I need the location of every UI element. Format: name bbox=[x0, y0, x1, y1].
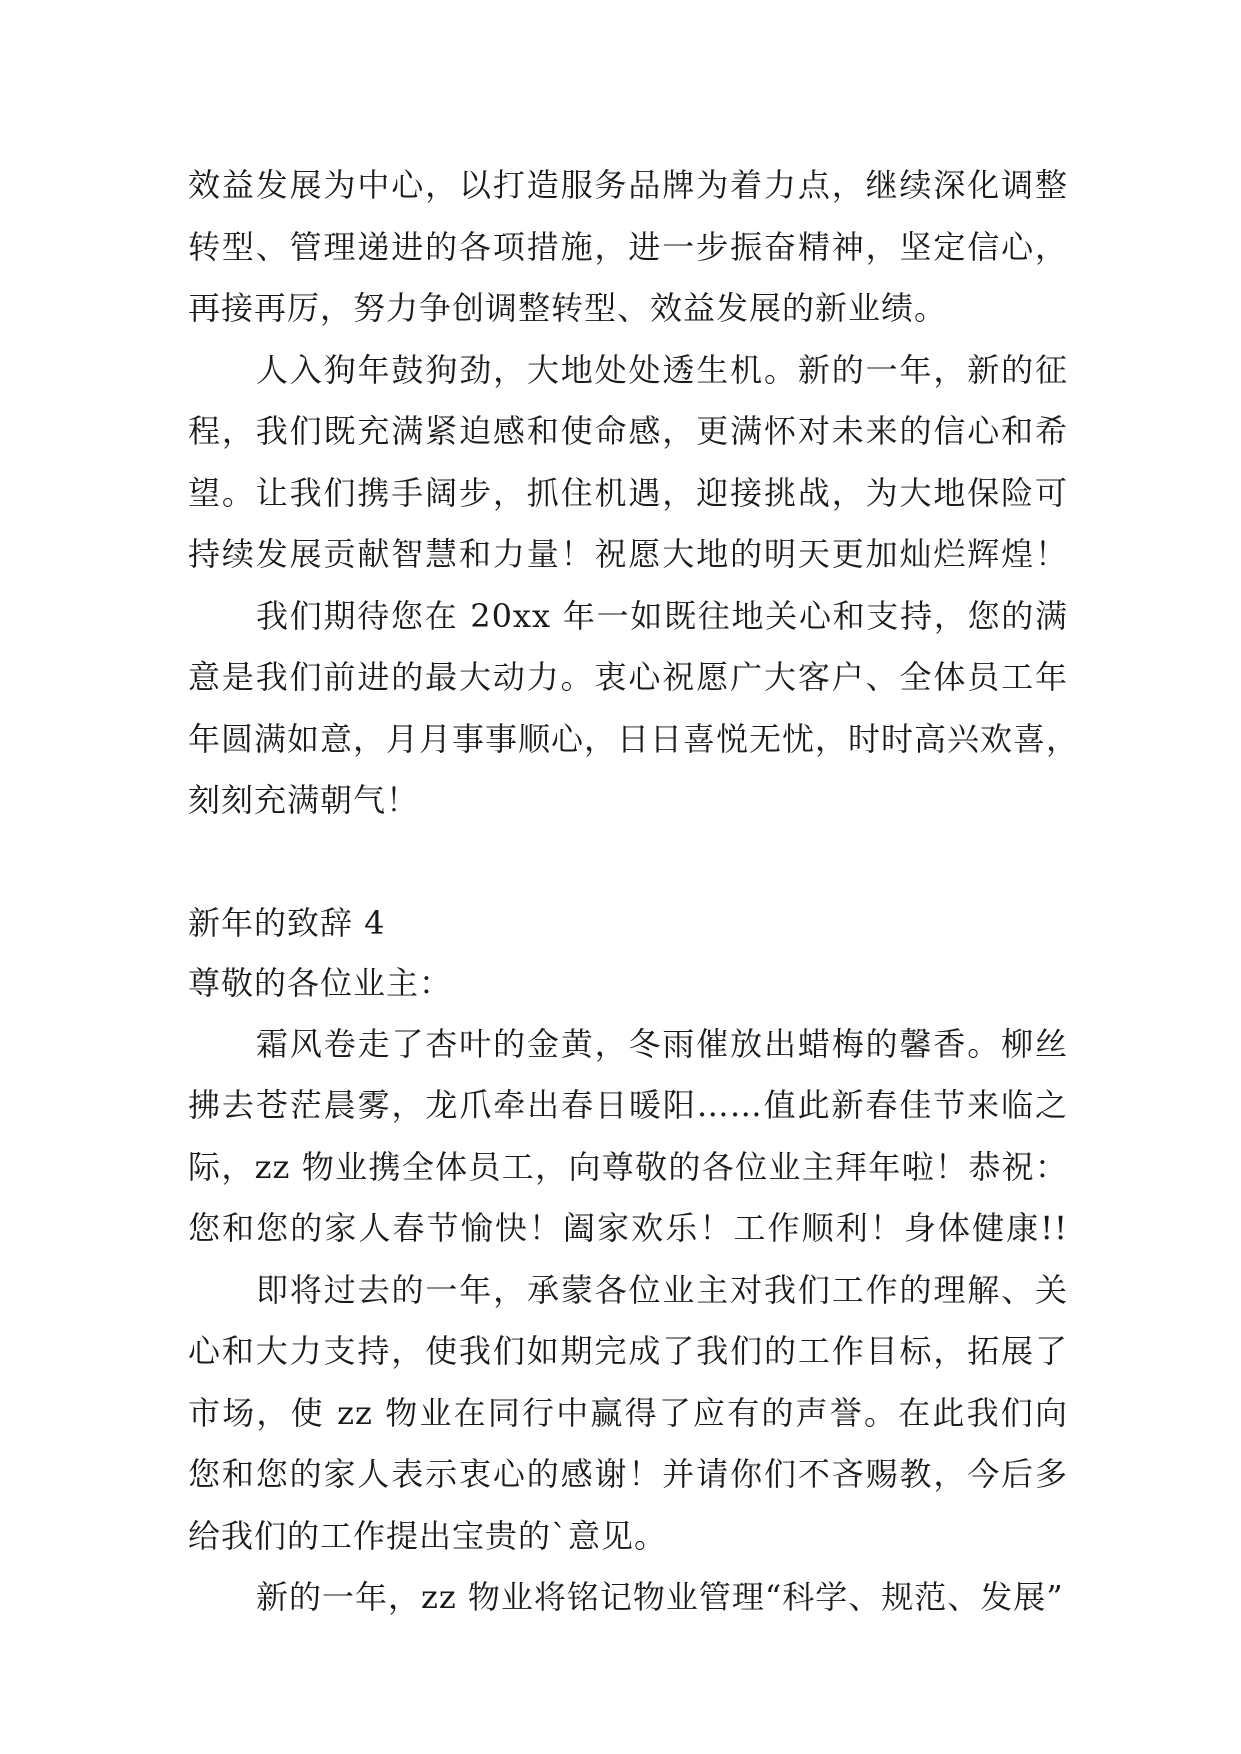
text-line: 持续发展贡献智慧和力量！祝愿大地的明天更加灿烂辉煌！ bbox=[188, 535, 1068, 573]
paragraph-new-year-wishes bbox=[188, 340, 1068, 586]
text-line: 给我们的工作提出宝贵的`意见。 bbox=[188, 1516, 668, 1555]
text-line: 再接再厉，努力争创调整转型、效益发展的新业绩。 bbox=[188, 289, 948, 327]
text-line: 即将过去的一年，承蒙各位业主对我们工作的理解、关 bbox=[256, 1270, 1068, 1309]
text-line: 人入狗年鼓狗劲，大地处处透生机。新的一年，新的征 bbox=[256, 350, 1068, 389]
salutation: 尊敬的各位业主： bbox=[188, 963, 453, 1002]
text-line: 您和您的家人表示衷心的感谢！并请你们不吝赐教，今后多 bbox=[188, 1455, 1068, 1493]
text-line: 意是我们前进的最大动力。衷心祝愿广大客户、全体员工年 bbox=[188, 658, 1068, 696]
text-line: 市场，使 zz 物业在同行中赢得了应有的声誉。在此我们向 bbox=[188, 1393, 1068, 1432]
text-line: 刻刻充满朝气！ bbox=[188, 781, 420, 819]
paragraph-customer-thanks bbox=[188, 586, 1080, 832]
text-line: 霜风卷走了杏叶的金黄，冬雨催放出蜡梅的馨香。柳丝 bbox=[256, 1024, 1068, 1063]
section-heading: 新年的致辞 4 bbox=[188, 903, 386, 942]
paragraph-gratitude bbox=[188, 1260, 1068, 1568]
text-line: 望。让我们携手阔步，抓住机遇，迎接挑战，为大地保险可 bbox=[188, 473, 1068, 512]
text-line: 我们期待您在 20xx 年一如既往地关心和支持，您的满 bbox=[256, 596, 1068, 635]
text-line: 拂去苍茫晨雾，龙爪牵出春日暖阳……值此新春佳节来临之 bbox=[188, 1086, 1068, 1124]
document-body bbox=[188, 155, 1080, 1629]
text-line: 年圆满如意，月月事事顺心，日日喜悦无忧，时时高兴欢喜， bbox=[188, 719, 1080, 758]
text-line: 际，zz 物业携全体员工，向尊敬的各位业主拜年啦！恭祝： bbox=[188, 1147, 1068, 1186]
text-line: 新的一年，zz 物业将铭记物业管理“科学、规范、发展” bbox=[256, 1578, 1064, 1616]
paragraph-continuation bbox=[188, 155, 1068, 340]
text-line: 心和大力支持，使我们如期完成了我们的工作目标，拓展了 bbox=[188, 1332, 1068, 1370]
paragraph-greeting bbox=[188, 1014, 1068, 1260]
text-line: 程，我们既充满紧迫感和使命感，更满怀对未来的信心和希 bbox=[188, 412, 1068, 450]
text-line: 效益发展为中心，以打造服务品牌为着力点，继续深化调整 bbox=[188, 166, 1068, 204]
text-line: 转型、管理递进的各项措施，进一步振奋精神，坚定信心， bbox=[188, 227, 1068, 266]
section-gap bbox=[188, 832, 1068, 894]
paragraph-commitment bbox=[188, 1567, 1068, 1629]
text-line: 您和您的家人春节愉快！阖家欢乐！工作顺利！身体健康!! bbox=[188, 1209, 1068, 1247]
